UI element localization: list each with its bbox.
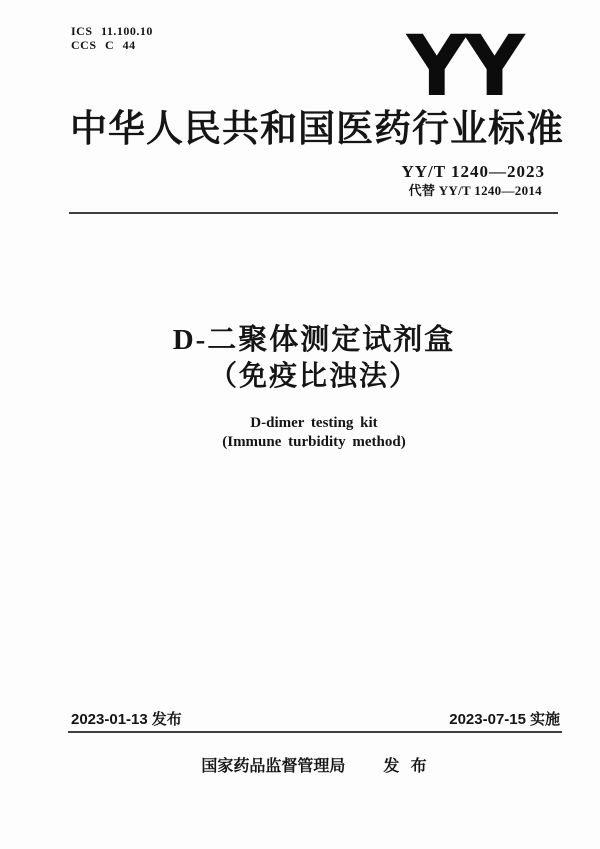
implement-date-item — [449, 711, 560, 729]
implement-date-label: 实施 — [529, 711, 560, 728]
dates-row — [71, 711, 560, 729]
issue-date-item — [71, 711, 182, 729]
document-title-en: D-dimer testing kit — [250, 415, 378, 431]
yy-logo: YY — [406, 17, 522, 115]
issue-date-label: 发布 — [151, 711, 182, 728]
standard-number: YY/T 1240—2023 — [401, 162, 545, 181]
issue-date: 2023-01-13 — [71, 711, 148, 728]
implement-date: 2023-07-15 — [449, 711, 526, 728]
document-subtitle-cn: （免疫比浊法） — [208, 361, 419, 392]
ics-code: ICS 11.100.10 — [71, 24, 153, 38]
standard-category-title: 中华人民共和国医药行业标准 — [70, 108, 564, 149]
footer-divider-rule — [68, 731, 562, 733]
publish-label: 发布 — [383, 758, 438, 775]
document-title-cn: D-二聚体测定试剂盒 — [172, 324, 456, 356]
document-subtitle-en: (Immune turbidity method) — [222, 434, 406, 450]
replaced-standard-note: 代替 YY/T 1240—2014 — [408, 183, 542, 198]
issuing-authority: 国家药品监督管理局 — [201, 758, 346, 775]
header-divider-rule — [69, 212, 558, 214]
publisher-row — [70, 757, 558, 777]
ccs-code: CCS C 44 — [71, 38, 136, 52]
